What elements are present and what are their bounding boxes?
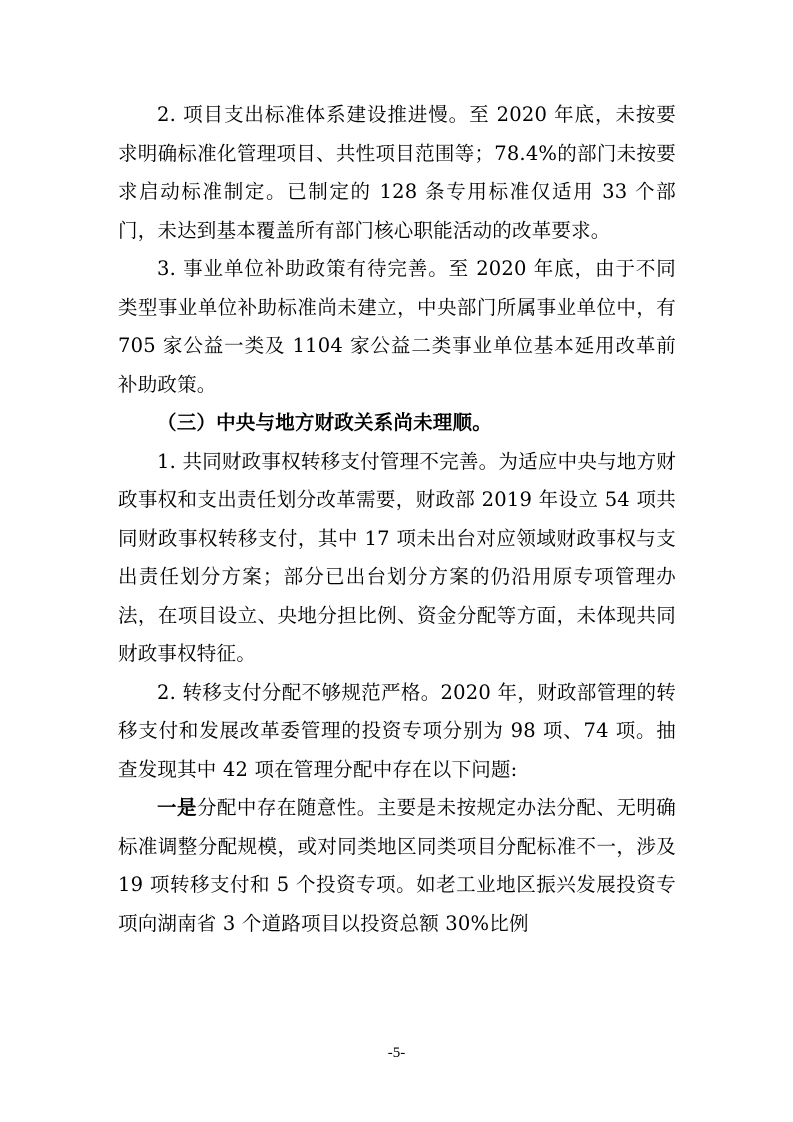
- paragraph-public-institution-subsidy: 3. 事业单位补助政策有待完善。至 2020 年底，由于不同类型事业单位补助标准尚未建立，中央部门所属事业单位中，有 705 家公益一类及 1104 家公益二类事业单位基本延用改革前补助政策。: [118, 257, 676, 396]
- page-number: -5-: [387, 1045, 406, 1061]
- paragraph-shared-fiscal-powers: 1. 共同财政事权转移支付管理不完善。为适应中央与地方财政事权和支出责任划分改革需要，财政部 2019 年设立 54 项共同财政事权转移支付，其中 17 项未出台对应领域财政事权与支出责任划分方案；部分已出台划分方案的仍沿用原专项管理办法，在项目设立、央地分担比例、资金分配等方面，未体现共同财政事权特征。: [118, 449, 676, 665]
- section-heading-central-local-relations: （三）中央与地方财政关系尚未理顺。: [157, 411, 492, 434]
- paragraph-project-standards: 2. 项目支出标准体系建设推进慢。至 2020 年底，未按要求明确标准化管理项目、共性项目范围等；78.4%的部门未按要求启动标准制定。已制定的 128 条专用标准仅适用 33 个部门，未达到基本覆盖所有部门核心职能活动的改革要求。: [118, 103, 676, 242]
- paragraph-body-text: 分配中存在随意性。主要是未按规定办法分配、无明确标准调整分配规模，或对同类地区同类项目分配标准不一，涉及 19 项转移支付和 5 个投资专项。如老工业地区振兴发展投资专项向湖南省 3 个道路项目以投资总额 30%比例: [118, 796, 676, 935]
- document-body: [118, 96, 676, 943]
- paragraph-arbitrary-allocation: [118, 789, 676, 943]
- paragraph-transfer-payment-allocation: 2. 转移支付分配不够规范严格。2020 年，财政部管理的转移支付和发展改革委管理的投资专项分别为 98 项、74 项。抽查发现其中 42 项在管理分配中存在以下问题:: [118, 680, 676, 781]
- paragraph-lead-bold: 一是: [157, 796, 197, 819]
